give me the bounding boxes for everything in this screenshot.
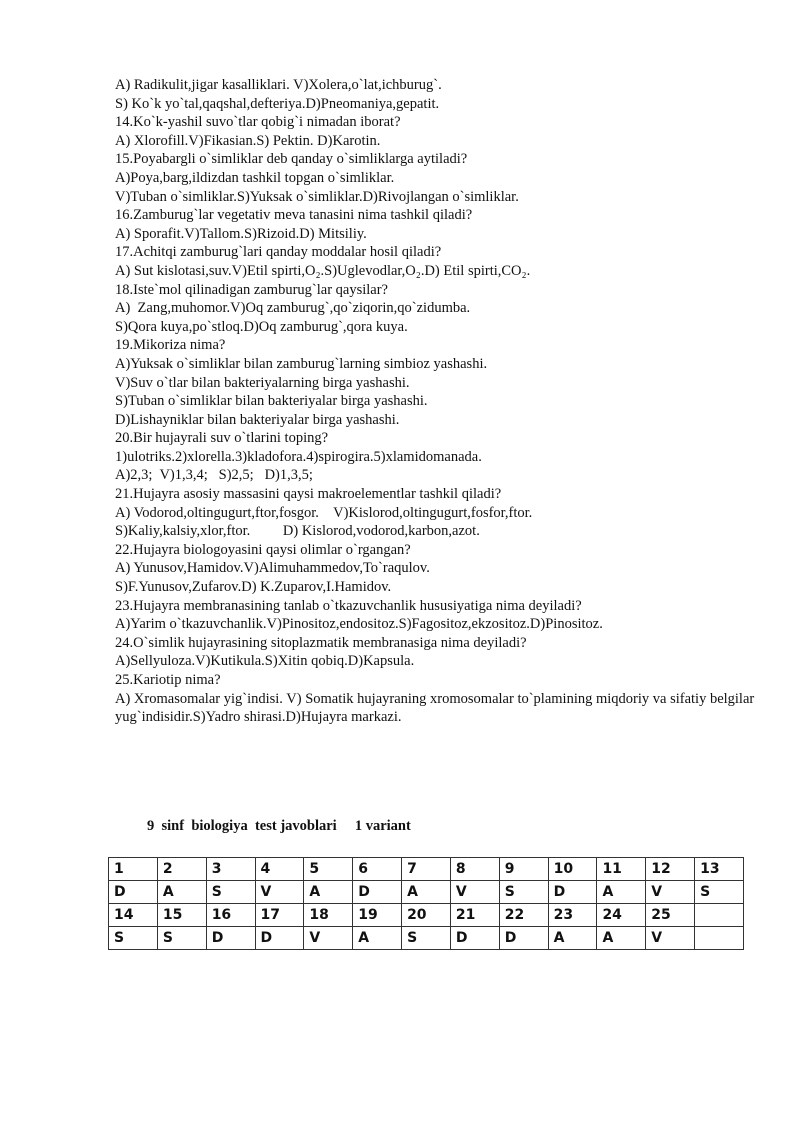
- text-line: 14.Ko`k-yashil suvo`tlar qobig`i nimadan iborat?: [115, 114, 401, 131]
- question-number-cell: 19: [353, 904, 402, 927]
- answer-cell: A: [548, 927, 597, 950]
- text-line: V)Tuban o`simliklar.S)Yuksak o`simliklar.D)Rivojlangan o`simliklar.: [115, 188, 519, 205]
- text-line: 19.Mikoriza nima?: [115, 337, 226, 354]
- answer-cell: V: [450, 881, 499, 904]
- answer-cell: A: [304, 881, 353, 904]
- text-line: 1)ulotriks.2)xlorella.3)kladofora.4)spirogira.5)xlamidomanada.: [115, 448, 482, 465]
- answer-row: [109, 881, 744, 904]
- answer-cell: V: [304, 927, 353, 950]
- text-line: S)Kaliy,kalsiy,xlor,ftor. D) Kislorod,vodorod,karbon,azot.: [115, 523, 480, 540]
- question-number-cell: 17: [255, 904, 304, 927]
- question-number-cell: 22: [499, 904, 548, 927]
- question-number-cell: 9: [499, 858, 548, 881]
- answer-row: [109, 927, 744, 950]
- text-line: A) Vodorod,oltingugurt,ftor,fosgor. V)Kislorod,oltingugurt,fosfor,ftor.: [115, 504, 533, 521]
- question-number-cell: 16: [206, 904, 255, 927]
- question-number-cell: 25: [646, 904, 695, 927]
- answer-cell: S: [402, 927, 451, 950]
- text-line: 17.Achitqi zamburug`lari qanday moddalar hosil qiladi?: [115, 244, 442, 261]
- text-line: 21.Hujayra asosiy massasini qaysi makroelementlar tashkil qiladi?: [115, 486, 502, 503]
- question-number-cell: 2: [157, 858, 206, 881]
- question-number-cell: 1: [109, 858, 158, 881]
- text-line: D)Lishayniklar bilan bakteriyalar birga yashashi.: [115, 411, 400, 428]
- question-number-cell: 12: [646, 858, 695, 881]
- text-line: 16.Zamburug`lar vegetativ meva tanasini nima tashkil qiladi?: [115, 207, 473, 224]
- question-number-cell: 3: [206, 858, 255, 881]
- answer-cell: S: [109, 927, 158, 950]
- answer-cell: D: [255, 927, 304, 950]
- text-line: A)Yarim o`tkazuvchanlik.V)Pinositoz,endositoz.S)Fagositoz,ekzositoz.D)Pinositoz.: [115, 616, 603, 633]
- question-number-cell: [695, 904, 744, 927]
- answer-cell: V: [646, 881, 695, 904]
- answer-cell: D: [206, 927, 255, 950]
- text-line: 24.O`simlik hujayrasining sitoplazmatik membranasiga nima deyiladi?: [115, 634, 527, 651]
- text-line: A)Yuksak o`simliklar bilan zamburug`larning simbioz yashashi.: [115, 355, 488, 372]
- answer-cell: D: [450, 927, 499, 950]
- question-number-cell: 14: [109, 904, 158, 927]
- text-line: 22.Hujayra biologoyasini qaysi olimlar o`rgangan?: [115, 541, 411, 558]
- text-line: 15.Poyabargli o`simliklar deb qanday o`simliklarga aytiladi?: [115, 151, 468, 168]
- answer-cell: S: [157, 927, 206, 950]
- answer-cell: A: [597, 927, 646, 950]
- text-line: A) Sporafit.V)Tallom.S)Rizoid.D) Mitsiliy.: [115, 225, 367, 242]
- question-number-cell: 20: [402, 904, 451, 927]
- answer-cell: D: [353, 881, 402, 904]
- text-line: A) Zang,muhomor.V)Oq zamburug`,qo`ziqorin,qo`zidumba.: [115, 300, 471, 317]
- text-line: A) Xlorofill.V)Fikasian.S) Pektin. D)Karotin.: [115, 132, 381, 149]
- text-line: A)Poya,barg,ildizdan tashkil topgan o`simliklar.: [115, 169, 395, 186]
- question-number-cell: 8: [450, 858, 499, 881]
- question-number-cell: 21: [450, 904, 499, 927]
- question-number-cell: 6: [353, 858, 402, 881]
- answer-cell: A: [353, 927, 402, 950]
- answer-cell: S: [695, 881, 744, 904]
- answer-key-title: 9 sinf biologiya test javoblari 1 variant: [147, 818, 411, 834]
- question-number-cell: 10: [548, 858, 597, 881]
- question-number-cell: 11: [597, 858, 646, 881]
- text-line: 20.Bir hujayrali suv o`tlarini toping?: [115, 430, 329, 447]
- text-line: S) Ko`k yo`tal,qaqshal,defteriya.D)Pneomaniya,gepatit.: [115, 95, 440, 112]
- text-line: S)Qora kuya,po`stloq.D)Oq zamburug`,qora kuya.: [115, 318, 408, 335]
- answer-cell: A: [597, 881, 646, 904]
- question-number-cell: 4: [255, 858, 304, 881]
- answer-cell: A: [402, 881, 451, 904]
- text-line: A) Sut kislotasi,suv.V)Etil spirti,O₂.S)Uglevodlar,O₂.D) Etil spirti,CO₂.: [115, 262, 531, 279]
- question-number-cell: 15: [157, 904, 206, 927]
- question-number-row: [109, 904, 744, 927]
- text-line: 18.Iste`mol qilinadigan zamburug`lar qaysilar?: [115, 281, 388, 298]
- text-line: A) Radikulit,jigar kasalliklari. V)Xolera,o`lat,ichburug`.: [115, 77, 442, 93]
- answer-cell: V: [646, 927, 695, 950]
- answer-cell: D: [109, 881, 158, 904]
- answer-cell: S: [206, 881, 255, 904]
- question-number-cell: 13: [695, 858, 744, 881]
- question-number-cell: 7: [402, 858, 451, 881]
- answer-cell: D: [548, 881, 597, 904]
- answer-cell: [695, 927, 744, 950]
- question-number-cell: 24: [597, 904, 646, 927]
- text-line: S)Tuban o`simliklar bilan bakteriyalar birga yashashi.: [115, 393, 428, 410]
- answer-cell: V: [255, 881, 304, 904]
- text-line: A) Xromasomalar yig`indisi. V) Somatik hujayraning xromosomalar to`plamining miqdoriy va sifatiy belgilar yug`indisidir.S)Yadro shirasi.D)Hujayra markazi.: [115, 690, 755, 726]
- question-number-row: [109, 858, 744, 881]
- answer-cell: A: [157, 881, 206, 904]
- question-text-block: [115, 76, 755, 727]
- question-number-cell: 18: [304, 904, 353, 927]
- text-line: A) Yunusov,Hamidov.V)Alimuhammedov,To`raqulov.: [115, 560, 430, 577]
- text-line: A)2,3; V)1,3,4; S)2,5; D)1,3,5;: [115, 467, 313, 484]
- answer-key-table: [108, 857, 744, 950]
- question-number-cell: 5: [304, 858, 353, 881]
- question-number-cell: 23: [548, 904, 597, 927]
- text-line: 25.Kariotip nima?: [115, 672, 221, 688]
- answer-cell: S: [499, 881, 548, 904]
- answer-cell: D: [499, 927, 548, 950]
- text-line: A)Sellyuloza.V)Kutikula.S)Xitin qobiq.D)Kapsula.: [115, 653, 415, 670]
- text-line: S)F.Yunusov,Zufarov.D) K.Zuparov,I.Hamidov.: [115, 579, 392, 596]
- text-line: 23.Hujayra membranasining tanlab o`tkazuvchanlik hususiyatiga nima deyiladi?: [115, 597, 582, 614]
- text-line: V)Suv o`tlar bilan bakteriyalarning birga yashashi.: [115, 374, 410, 391]
